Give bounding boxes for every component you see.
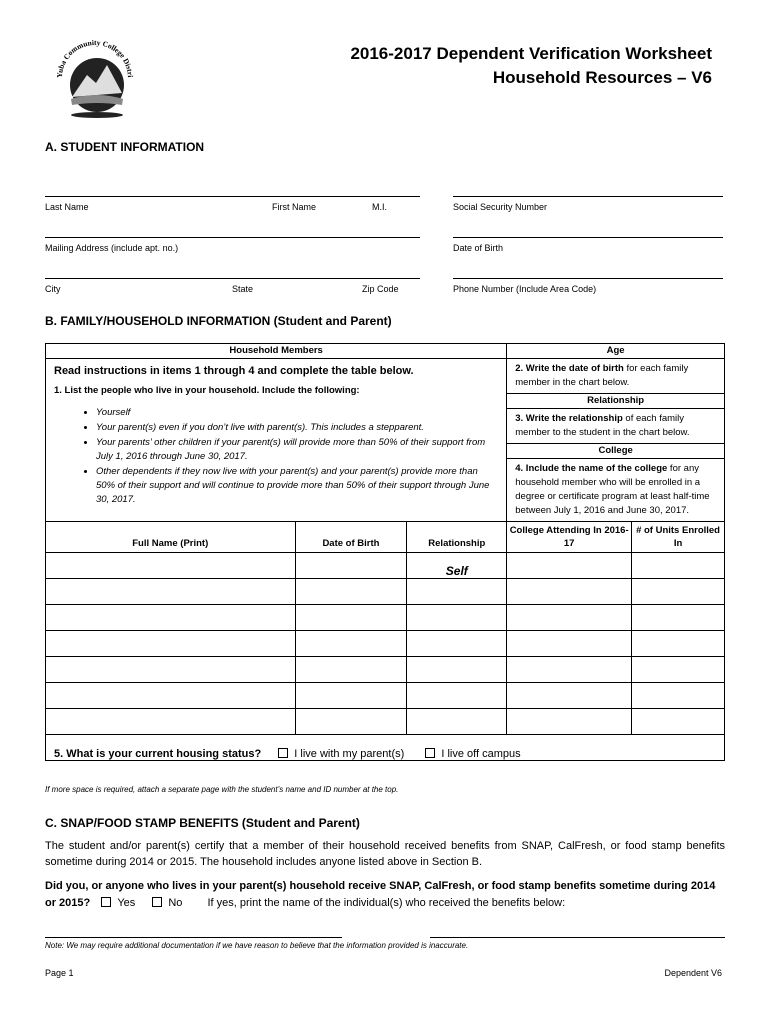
units-cell[interactable] xyxy=(632,631,725,657)
relationship-header: Relationship xyxy=(507,394,725,409)
relationship-cell[interactable] xyxy=(407,657,507,683)
col-college-attending: College Attending In 2016-17 xyxy=(507,522,632,553)
college-cell[interactable] xyxy=(507,605,632,631)
table-row xyxy=(46,631,725,657)
section-b-heading: B. FAMILY/HOUSEHOLD INFORMATION (Student and Parent) xyxy=(45,314,392,328)
bullet-other-dependents: • Other dependents if they now live with your parent(s) and your parent(s) provide more than 50% of their support and will continue to provide more than 50% of their support through June 30, 2017. xyxy=(96,465,498,507)
name-cell[interactable] xyxy=(46,553,296,579)
college-header: College xyxy=(507,444,725,459)
table-row xyxy=(46,657,725,683)
age-header: Age xyxy=(507,344,725,359)
units-cell[interactable] xyxy=(632,553,725,579)
units-cell[interactable] xyxy=(632,579,725,605)
col-units-enrolled: # of Units Enrolled In xyxy=(632,522,725,553)
item-4-bold: 4. Include the name of the college xyxy=(515,463,668,474)
relationship-cell[interactable] xyxy=(407,631,507,657)
relationship-cell[interactable] xyxy=(407,683,507,709)
dob-cell[interactable] xyxy=(295,657,407,683)
college-cell[interactable] xyxy=(507,631,632,657)
instruction-item-1: 1. List the people who live in your household. Include the following: xyxy=(54,385,360,396)
units-cell[interactable] xyxy=(632,683,725,709)
section-c-heading: C. SNAP/FOOD STAMP BENEFITS (Student and Parent) xyxy=(45,816,360,830)
name-cell[interactable] xyxy=(46,709,296,735)
last-name-label: Last Name xyxy=(45,202,89,212)
benefit-name-line-2[interactable] xyxy=(430,937,725,938)
name-line[interactable] xyxy=(45,196,420,197)
college-district-logo xyxy=(52,35,138,121)
table-row xyxy=(46,709,725,735)
bullet-parents: • Your parent(s) even if you don’t live with parent(s). This includes a stepparent. xyxy=(96,421,498,435)
relationship-cell[interactable] xyxy=(407,605,507,631)
item-3-text: of each family member to the student in the chart below. xyxy=(515,413,690,438)
address-line[interactable] xyxy=(45,237,420,238)
housing-status-row xyxy=(46,735,725,761)
housing-question: 5. What is your current housing status? xyxy=(54,748,262,760)
title-line-2: Household Resources – V6 xyxy=(492,68,712,87)
option-live-with-parents: I live with my parent(s) xyxy=(294,748,405,760)
col-full-name: Full Name (Print) xyxy=(46,522,296,553)
dob-line[interactable] xyxy=(453,237,723,238)
table-row xyxy=(46,683,725,709)
checkbox-yes[interactable] xyxy=(101,897,111,907)
bullet-other-children: • Your parents’ other children if your parent(s) will provide more than 50% of their support from July 1, 2016 through June 30, 2017. xyxy=(96,436,498,464)
if-yes-instruction: If yes, print the name of the individual(s) who received the benefits below: xyxy=(207,897,566,909)
instructions-cell xyxy=(46,359,507,522)
instruction-bullets xyxy=(54,406,498,507)
section-a-heading: A. STUDENT INFORMATION xyxy=(45,140,205,154)
item-2-text: for each family member in the chart below. xyxy=(515,363,689,388)
instruction-item-3 xyxy=(507,409,725,444)
read-instructions: Read instructions in items 1 through 4 and complete the table below. xyxy=(54,365,414,377)
logo-text: Yuba Community College Distri xyxy=(54,37,136,79)
dob-cell[interactable] xyxy=(295,631,407,657)
name-cell[interactable] xyxy=(46,579,296,605)
option-yes: Yes xyxy=(117,897,136,909)
name-cell[interactable] xyxy=(46,683,296,709)
checkbox-live-off-campus[interactable] xyxy=(425,748,435,758)
document-title xyxy=(350,42,712,90)
snap-certification-text: The student and/or parent(s) certify that a member of their household received benefits from SNAP, CalFresh, or food stamp benefits sometime during 2014 or 2015. The household includes anyone listed above in Section B. xyxy=(45,840,725,868)
option-live-off-campus: I live off campus xyxy=(441,748,521,760)
table-row xyxy=(46,579,725,605)
checkbox-no[interactable] xyxy=(152,897,162,907)
dob-cell[interactable] xyxy=(295,683,407,709)
ssn-line[interactable] xyxy=(453,196,723,197)
item-2-bold: 2. Write the date of birth xyxy=(515,363,624,374)
college-cell[interactable] xyxy=(507,553,632,579)
dob-cell[interactable] xyxy=(295,709,407,735)
mailing-address-label: Mailing Address (include apt. no.) xyxy=(45,243,179,253)
dob-cell[interactable] xyxy=(295,553,407,579)
relationship-self: Self xyxy=(407,553,507,579)
name-cell[interactable] xyxy=(46,657,296,683)
relationship-cell[interactable] xyxy=(407,579,507,605)
mi-label: M.I. xyxy=(372,202,387,212)
relationship-cell[interactable] xyxy=(407,709,507,735)
option-no: No xyxy=(168,897,183,909)
item-3-bold: 3. Write the relationship xyxy=(515,413,623,424)
city-label: City xyxy=(45,284,61,294)
dob-cell[interactable] xyxy=(295,579,407,605)
household-table xyxy=(45,343,725,761)
bullet-yourself: • Yourself xyxy=(96,406,498,420)
zip-label: Zip Code xyxy=(362,284,399,294)
college-cell[interactable] xyxy=(507,657,632,683)
first-name-label: First Name xyxy=(272,202,317,212)
name-cell[interactable] xyxy=(46,631,296,657)
dob-cell[interactable] xyxy=(295,605,407,631)
checkbox-live-with-parents[interactable] xyxy=(278,748,288,758)
instruction-item-4 xyxy=(507,459,725,522)
item-4-text: for any household member who will be enrolled in a degree or certificate program at least half-time between July 1, 2016 and June 30, 2017. xyxy=(515,463,710,516)
title-line-1: 2016-2017 Dependent Verification Worksheet xyxy=(350,44,712,63)
college-cell[interactable] xyxy=(507,579,632,605)
phone-label: Phone Number (Include Area Code) xyxy=(453,284,597,294)
table-row xyxy=(46,553,725,579)
college-cell[interactable] xyxy=(507,683,632,709)
ssn-label: Social Security Number xyxy=(453,202,548,212)
state-label: State xyxy=(232,284,254,294)
col-date-of-birth: Date of Birth xyxy=(295,522,407,553)
benefit-name-line-1[interactable] xyxy=(45,937,342,938)
more-space-note: If more space is required, attach a separate page with the student’s name and ID number at the top. xyxy=(45,785,399,794)
page-number: Page 1 xyxy=(45,968,74,978)
instruction-item-2 xyxy=(507,359,725,394)
college-cell[interactable] xyxy=(507,709,632,735)
city-line[interactable] xyxy=(45,278,420,279)
dob-label: Date of Birth xyxy=(453,243,504,253)
snap-question-block xyxy=(45,878,725,912)
documentation-note: Note: We may require additional documentation if we have reason to believe that the information provided is inaccurate. xyxy=(45,941,469,950)
units-cell[interactable] xyxy=(632,709,725,735)
units-cell[interactable] xyxy=(632,657,725,683)
units-cell[interactable] xyxy=(632,605,725,631)
col-relationship: Relationship xyxy=(407,522,507,553)
table-row xyxy=(46,605,725,631)
household-members-header: Household Members xyxy=(46,344,507,359)
name-cell[interactable] xyxy=(46,605,296,631)
document-version: Dependent V6 xyxy=(664,968,722,978)
snap-question: Did you, or anyone who lives in your parent(s) household receive SNAP, CalFresh, or food stamp benefits sometime during 2014 or 2015? xyxy=(45,880,716,909)
phone-line[interactable] xyxy=(453,278,723,279)
